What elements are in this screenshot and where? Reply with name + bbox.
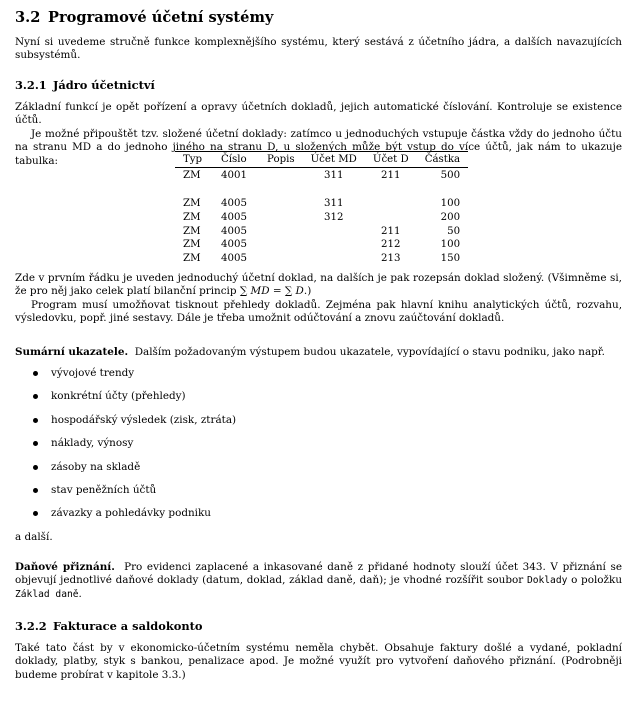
table-cell: 312	[324, 211, 344, 223]
list-item-text: hospodářský výsledek (zisk, ztráta)	[51, 413, 237, 426]
bullet-icon	[33, 488, 38, 493]
invoicing-paragraph	[15, 642, 622, 682]
after-table-text: Zde v prvním řádku je uveden jednoduchý účetní doklad, na dalších je pak rozepsán doklad složený. (Všimněme si, že pro něj jako celek platí bilanční princip	[15, 272, 622, 298]
table-header-cell: Účet MD	[303, 152, 365, 168]
table-cell: 100	[440, 197, 461, 209]
list-item	[33, 507, 236, 530]
table-cell: 211	[381, 225, 401, 237]
table-cell	[259, 167, 303, 182]
list-item	[33, 437, 236, 460]
table-header-cell: Číslo	[213, 152, 259, 168]
invoicing-text: Také tato část by v ekonomicko-účetním systému neměla chybět. Obsahuje faktury došlé a vydané, pokladní doklady, platby, styk s bankou, penalizace apod. Je možné využít pro vytvoření daňového přiznání. (Podrobněji budeme probírat v kapitole 3.3.)	[15, 642, 622, 681]
table-cell: 150	[440, 253, 461, 265]
table-header-cell: Popis	[259, 152, 303, 168]
after-table-paragraph-2: Program musí umožňovat tisknout přehledy dokladů. Zejména pak hlavní knihu analytických účtů, rozvahu, výsledovku, popř. jiné sestavy. Dále je třeba umožnit odúčtování a znovu zaúčtování dokladů.	[15, 298, 622, 325]
indicator-list	[33, 367, 236, 531]
section-title: Programové účetní systémy	[48, 9, 274, 26]
table-header-cell: Částka	[417, 152, 468, 168]
table-cell	[303, 238, 365, 252]
indicators-text	[15, 346, 622, 359]
table-cell	[303, 252, 365, 266]
table-cell: 200	[440, 211, 461, 223]
indicators-paragraph	[15, 346, 622, 359]
tax-body-a: Pro evidenci zaplacené a inkasované daně z přidané hodnoty slouží účet 343. V přiznání se objevují jednotlivé daňové doklady (datum, doklad, základ daně, daň); je vhodné rozšířit soubor	[15, 561, 622, 587]
list-item-text: stav peněžních účtů	[51, 483, 157, 496]
tax-paragraph	[15, 561, 622, 601]
intro-paragraph	[15, 36, 622, 63]
subsection-heading-invoicing	[15, 620, 202, 633]
tax-body-b: o položku	[571, 574, 623, 587]
table-cell	[417, 183, 468, 197]
after-table-paragraphs	[15, 272, 622, 326]
subsection-title: Fakturace a saldokonto	[53, 619, 203, 633]
list-item-text: vývojové trendy	[51, 367, 135, 379]
bullet-icon	[33, 394, 38, 399]
core-paragraph-1: Základní funkcí je opět pořízení a opravy účetních dokladů, jejich automatické číslování. Kontroluje se existence účtů.	[15, 101, 622, 127]
table-cell	[259, 238, 303, 252]
table-cell	[259, 252, 303, 266]
table-row	[175, 238, 468, 252]
after-table-paragraph-1	[15, 272, 622, 299]
tax-body-c: .	[78, 587, 82, 600]
table-cell	[365, 211, 417, 225]
tax-code-file: Doklady	[526, 575, 568, 587]
subsection-number: 3.2.1	[15, 78, 47, 92]
list-item-text: konkrétní účty (přehledy)	[51, 390, 186, 403]
table-cell: 212	[381, 239, 401, 251]
table-row	[175, 225, 468, 239]
table-row	[175, 167, 468, 182]
table-cell: 4005	[221, 239, 247, 251]
table-cell: ZM	[183, 169, 201, 181]
table-cell: ZM	[183, 253, 201, 265]
bullet-icon	[33, 465, 38, 470]
list-item-text: zásoby na skladě	[51, 460, 141, 473]
list-item	[33, 461, 236, 484]
table-cell: 311	[324, 169, 344, 181]
table-header-row	[175, 152, 468, 168]
table-cell	[213, 183, 259, 197]
table-row	[175, 252, 468, 266]
intro-text: Nyní si uvedeme stručně funkce komplexnějšího systému, který sestává z účetního jádra, a dalších navazujících subsystémů.	[15, 36, 622, 62]
table-cell: ZM	[183, 239, 201, 251]
list-item-text: náklady, výnosy	[51, 437, 134, 450]
table-cell: 311	[324, 197, 344, 209]
indicators-closing: a další.	[15, 531, 53, 543]
table-header-cell: Účet D	[365, 152, 417, 168]
bullet-icon	[33, 418, 38, 423]
table-cell: 500	[440, 169, 461, 181]
bullet-icon	[33, 371, 38, 376]
list-item	[33, 390, 236, 413]
table-cell: ZM	[183, 225, 201, 237]
table-header-cell: Typ	[175, 152, 213, 168]
table-row	[175, 197, 468, 211]
ledger-table	[175, 151, 468, 266]
tax-text	[15, 561, 622, 601]
table-cell	[303, 225, 365, 239]
table-cell	[175, 183, 213, 197]
table-cell	[259, 211, 303, 225]
after-table-end: .)	[303, 285, 312, 298]
table-cell	[259, 225, 303, 239]
tax-code-field: Základ daně	[15, 588, 79, 600]
indicators-body: Dalším požadovaným výstupem budou ukazatele, vypovídající o stavu podniku, jako např.	[134, 346, 605, 358]
table-cell	[365, 183, 417, 197]
table-cell	[365, 197, 417, 211]
list-item	[33, 484, 236, 507]
section-number: 3.2	[15, 9, 41, 26]
table-cell: 4005	[221, 211, 247, 223]
bullet-icon	[33, 511, 38, 516]
balance-formula: ∑ MD = ∑ D	[239, 285, 304, 298]
table-cell: 4005	[221, 253, 247, 265]
table-cell	[259, 197, 303, 211]
core-paragraph-2: Je možné připouštět tzv. složené účetní doklady: zatímco u jednoduchých vstupuje částka vždy do jednoho účtu na stranu MD a do jednoho jiného na stranu D, u složených může být vstup do více účtů, jak nám to ukazuje tabulka:	[15, 127, 622, 167]
table-cell: ZM	[183, 197, 201, 209]
indicators-heading: Sumární ukazatele.	[15, 346, 129, 358]
table-row-spacer	[175, 183, 468, 197]
table-cell	[303, 183, 365, 197]
subsection-heading-core	[15, 79, 155, 92]
table-cell: 211	[381, 169, 401, 181]
tax-heading: Daňové přiznání.	[15, 561, 115, 573]
list-item-text: závazky a pohledávky podniku	[51, 507, 211, 520]
subsection-title: Jádro účetnictví	[53, 78, 155, 92]
bullet-icon	[33, 441, 38, 446]
list-item	[33, 414, 236, 437]
table-cell: 100	[440, 239, 461, 251]
table-cell: ZM	[183, 211, 201, 223]
table-row	[175, 211, 468, 225]
subsection-number: 3.2.2	[15, 619, 47, 633]
list-item	[33, 367, 236, 390]
section-heading	[15, 11, 273, 24]
table-cell: 4005	[221, 197, 247, 209]
table-cell	[259, 183, 303, 197]
table-cell: 213	[381, 253, 401, 265]
table-cell: 50	[447, 225, 461, 237]
table-cell: 4005	[221, 225, 247, 237]
table-cell: 4001	[221, 169, 247, 181]
